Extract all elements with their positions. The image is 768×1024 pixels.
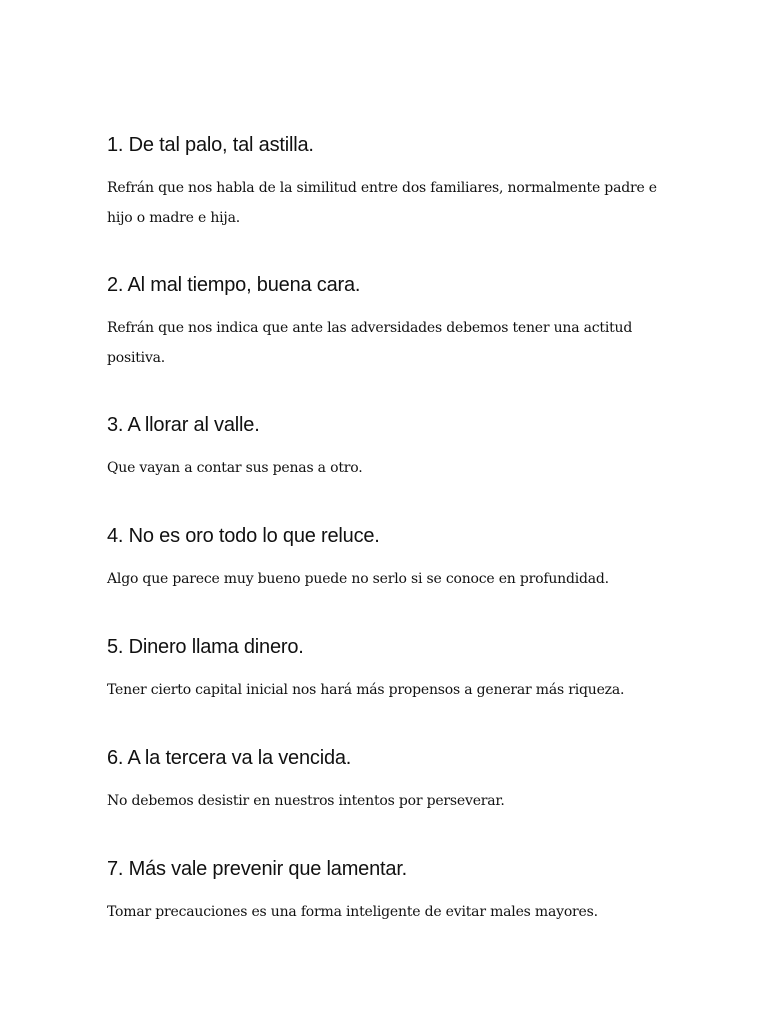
refran-description: No debemos desistir en nuestros intentos por perseverar. xyxy=(107,793,505,809)
refran-title: 3. A llorar al valle. xyxy=(107,414,260,436)
refran-description: Refrán que nos indica que ante las adversidades debemos tener una actitud positiva. xyxy=(107,320,633,366)
refran-description: Tomar precauciones es una forma inteligente de evitar males mayores. xyxy=(107,904,598,920)
refran-item-1 xyxy=(107,132,667,233)
refran-title: 2. Al mal tiempo, buena cara. xyxy=(107,274,361,296)
refran-description: Algo que parece muy bueno puede no serlo si se conoce en profundidad. xyxy=(107,571,609,587)
refran-item-3 xyxy=(107,412,667,483)
refran-title: 7. Más vale prevenir que lamentar. xyxy=(107,858,408,880)
refran-item-6 xyxy=(107,745,667,816)
refran-item-5 xyxy=(107,634,667,705)
refran-description: Que vayan a contar sus penas a otro. xyxy=(107,460,363,476)
refran-description: Refrán que nos habla de la similitud entre dos familiares, normalmente padre e hijo o madre e hija. xyxy=(107,180,657,226)
refran-item-7 xyxy=(107,856,667,927)
refran-item-2 xyxy=(107,272,667,373)
refran-title: 1. De tal palo, tal astilla. xyxy=(107,134,314,156)
refran-title: 5. Dinero llama dinero. xyxy=(107,636,304,658)
refran-title: 6. A la tercera va la vencida. xyxy=(107,747,352,769)
refran-item-4 xyxy=(107,523,667,594)
refran-description: Tener cierto capital inicial nos hará más propensos a generar más riqueza. xyxy=(107,682,625,698)
refran-title: 4. No es oro todo lo que reluce. xyxy=(107,525,380,547)
